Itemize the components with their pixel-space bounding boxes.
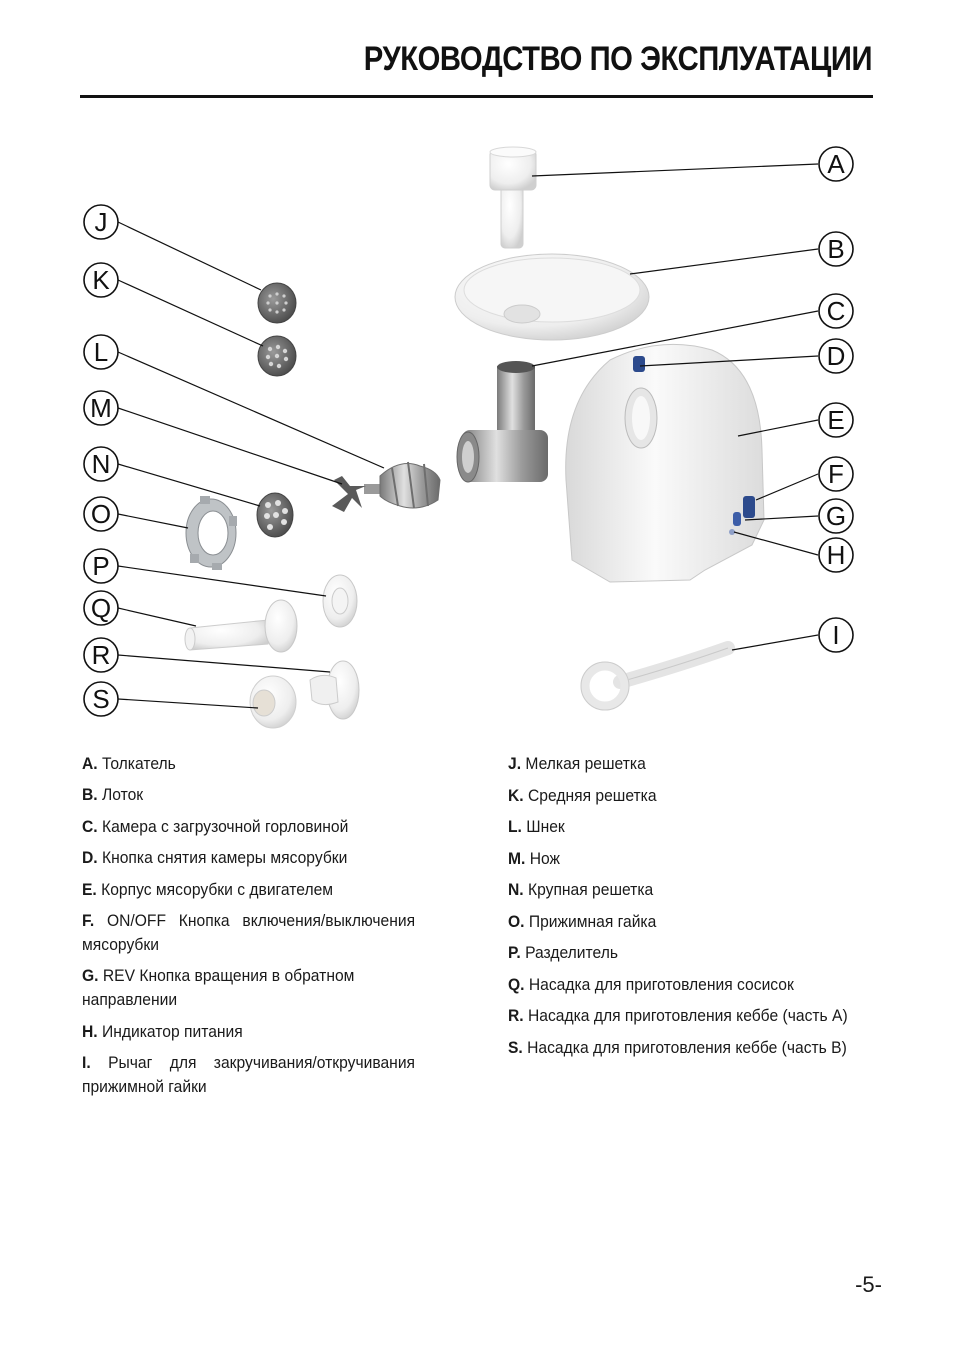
callout-letter: L (93, 337, 109, 367)
legend-item (82, 752, 415, 776)
fine-grate-part (258, 283, 296, 323)
page-title: РУКОВОДСТВО ПО ЭКСПЛУАТАЦИИ (363, 40, 872, 78)
callout-letter: I (832, 620, 840, 650)
callout-letter: K (92, 265, 110, 295)
legend-key: B. (82, 785, 98, 805)
auger-part (364, 462, 440, 508)
coarse-grate-part (257, 493, 293, 537)
legend-key: G. (82, 966, 99, 986)
legend-item (508, 752, 848, 776)
legend-key: R. (508, 1006, 524, 1025)
legend-item (508, 941, 848, 965)
legend-key: D. (82, 848, 98, 868)
legend-item (508, 847, 848, 871)
callout-letter: R (91, 640, 111, 670)
callout-letter: S (92, 684, 110, 714)
legend-text: Индикатор питания (97, 1021, 243, 1041)
legend-right (508, 752, 878, 1067)
ring-nut-part (186, 496, 237, 570)
callout-n (84, 447, 118, 481)
legend-text: Насадка для приготовления кеббе (часть В) (522, 1037, 847, 1057)
callout-letter: C (826, 296, 846, 326)
legend-key: N. (508, 880, 524, 899)
legend-key: O. (508, 911, 525, 931)
legend-key: E. (82, 879, 97, 899)
legend-key: H. (82, 1021, 98, 1041)
legend-item (82, 1020, 415, 1044)
legend-text: Камера с загрузочной горловиной (97, 816, 349, 836)
legend-text: Нож (525, 848, 561, 868)
callout-letter: O (90, 499, 112, 529)
on-off-button-f (743, 496, 755, 518)
legend-item (82, 846, 415, 870)
legend-text: Кнопка снятия камеры мясорубки (97, 848, 348, 868)
legend-key: M. (508, 848, 526, 868)
callout-m (84, 391, 118, 425)
callout-letter: D (826, 341, 846, 371)
callout-letter: F (828, 459, 844, 489)
medium-grate-part (258, 336, 296, 376)
callout-b (819, 232, 853, 266)
legend-text: Разделитель (520, 943, 618, 962)
callout-s (84, 682, 118, 716)
callout-g (819, 499, 853, 533)
legend-key: F. (82, 910, 95, 930)
legend-key: L. (508, 817, 522, 836)
callout-l (84, 335, 118, 369)
callout-letter: Q (90, 593, 112, 623)
legend-text: Шнек (521, 817, 565, 836)
legend-text: Мелкая решетка (521, 754, 646, 773)
callout-j (84, 205, 118, 239)
callout-p (84, 549, 118, 583)
callout-r (84, 638, 118, 672)
legend-item (82, 1051, 415, 1099)
legend-text: Крупная решетка (523, 880, 654, 899)
callout-d (819, 339, 853, 373)
callout-letter: A (827, 149, 845, 179)
legend-item (82, 878, 415, 902)
legend-text: Насадка для приготовления сосисок (524, 974, 794, 994)
legend-key: I. (82, 1053, 91, 1073)
legend-text: Толкатель (97, 754, 176, 773)
legend-text: Насадка для приготовления кеббе (часть А) (523, 1006, 848, 1025)
legend-key: Q. (508, 974, 525, 994)
legend-item (82, 964, 415, 1012)
legend-text: Корпус мясорубки с двигателем (96, 879, 334, 899)
callout-c (819, 294, 853, 328)
separator-part (323, 575, 357, 627)
legend-item (508, 910, 848, 934)
legend-item (508, 973, 848, 997)
legend-item (508, 878, 848, 902)
legend-key: C. (82, 816, 98, 836)
page-number: -5- (855, 1272, 882, 1297)
legend-key: A. (82, 754, 98, 773)
callout-letter: H (826, 540, 846, 570)
callout-e (819, 403, 853, 437)
callout-letter: N (91, 449, 111, 479)
legend-left (82, 752, 444, 1107)
legend-item (508, 1004, 848, 1028)
legend-text: Прижимная гайка (524, 911, 657, 931)
legend-item (508, 784, 848, 808)
callout-h (819, 538, 853, 572)
chamber-part (457, 361, 548, 482)
legend-text: ON/OFF Кнопка включения/выключения мясорубки (82, 910, 416, 954)
legend-text: REV Кнопка вращения в обратном направлении (82, 966, 355, 1010)
callout-o (84, 497, 118, 531)
sausage-nozzle-part (185, 600, 297, 652)
legend-text: Средняя решетка (523, 785, 657, 805)
legend-item (82, 815, 415, 839)
kebbe-part-a (310, 661, 359, 719)
callout-a (819, 147, 853, 181)
legend-key: K. (508, 785, 524, 805)
legend-key: S. (508, 1037, 523, 1057)
legend-text: Рычаг для закручивания/откручивания прижимной гайки (82, 1053, 416, 1097)
legend-key: J. (508, 754, 522, 773)
callout-q (84, 591, 118, 625)
rev-button-g (733, 512, 741, 526)
legend-key: P. (508, 943, 521, 962)
legend-item (82, 783, 415, 807)
legend-item (508, 1036, 848, 1060)
callout-f (819, 457, 853, 491)
legend-item (508, 815, 848, 839)
callout-letter: E (827, 405, 845, 435)
callout-letter: B (827, 234, 845, 264)
knife-part (332, 476, 366, 512)
legend-item (82, 909, 415, 957)
legend-text: Лоток (97, 785, 144, 805)
release-button-d (633, 356, 645, 372)
wrench-part (581, 648, 728, 710)
callout-letter: J (94, 207, 108, 237)
callout-letter: M (90, 393, 112, 423)
callout-letter: P (92, 551, 110, 581)
callout-k (84, 263, 118, 297)
motor-body-part (566, 344, 764, 582)
callout-i (819, 618, 853, 652)
callout-letter: G (825, 501, 847, 531)
tray-part (455, 254, 649, 340)
kebbe-part-b (250, 676, 296, 728)
pusher-part (490, 147, 536, 248)
